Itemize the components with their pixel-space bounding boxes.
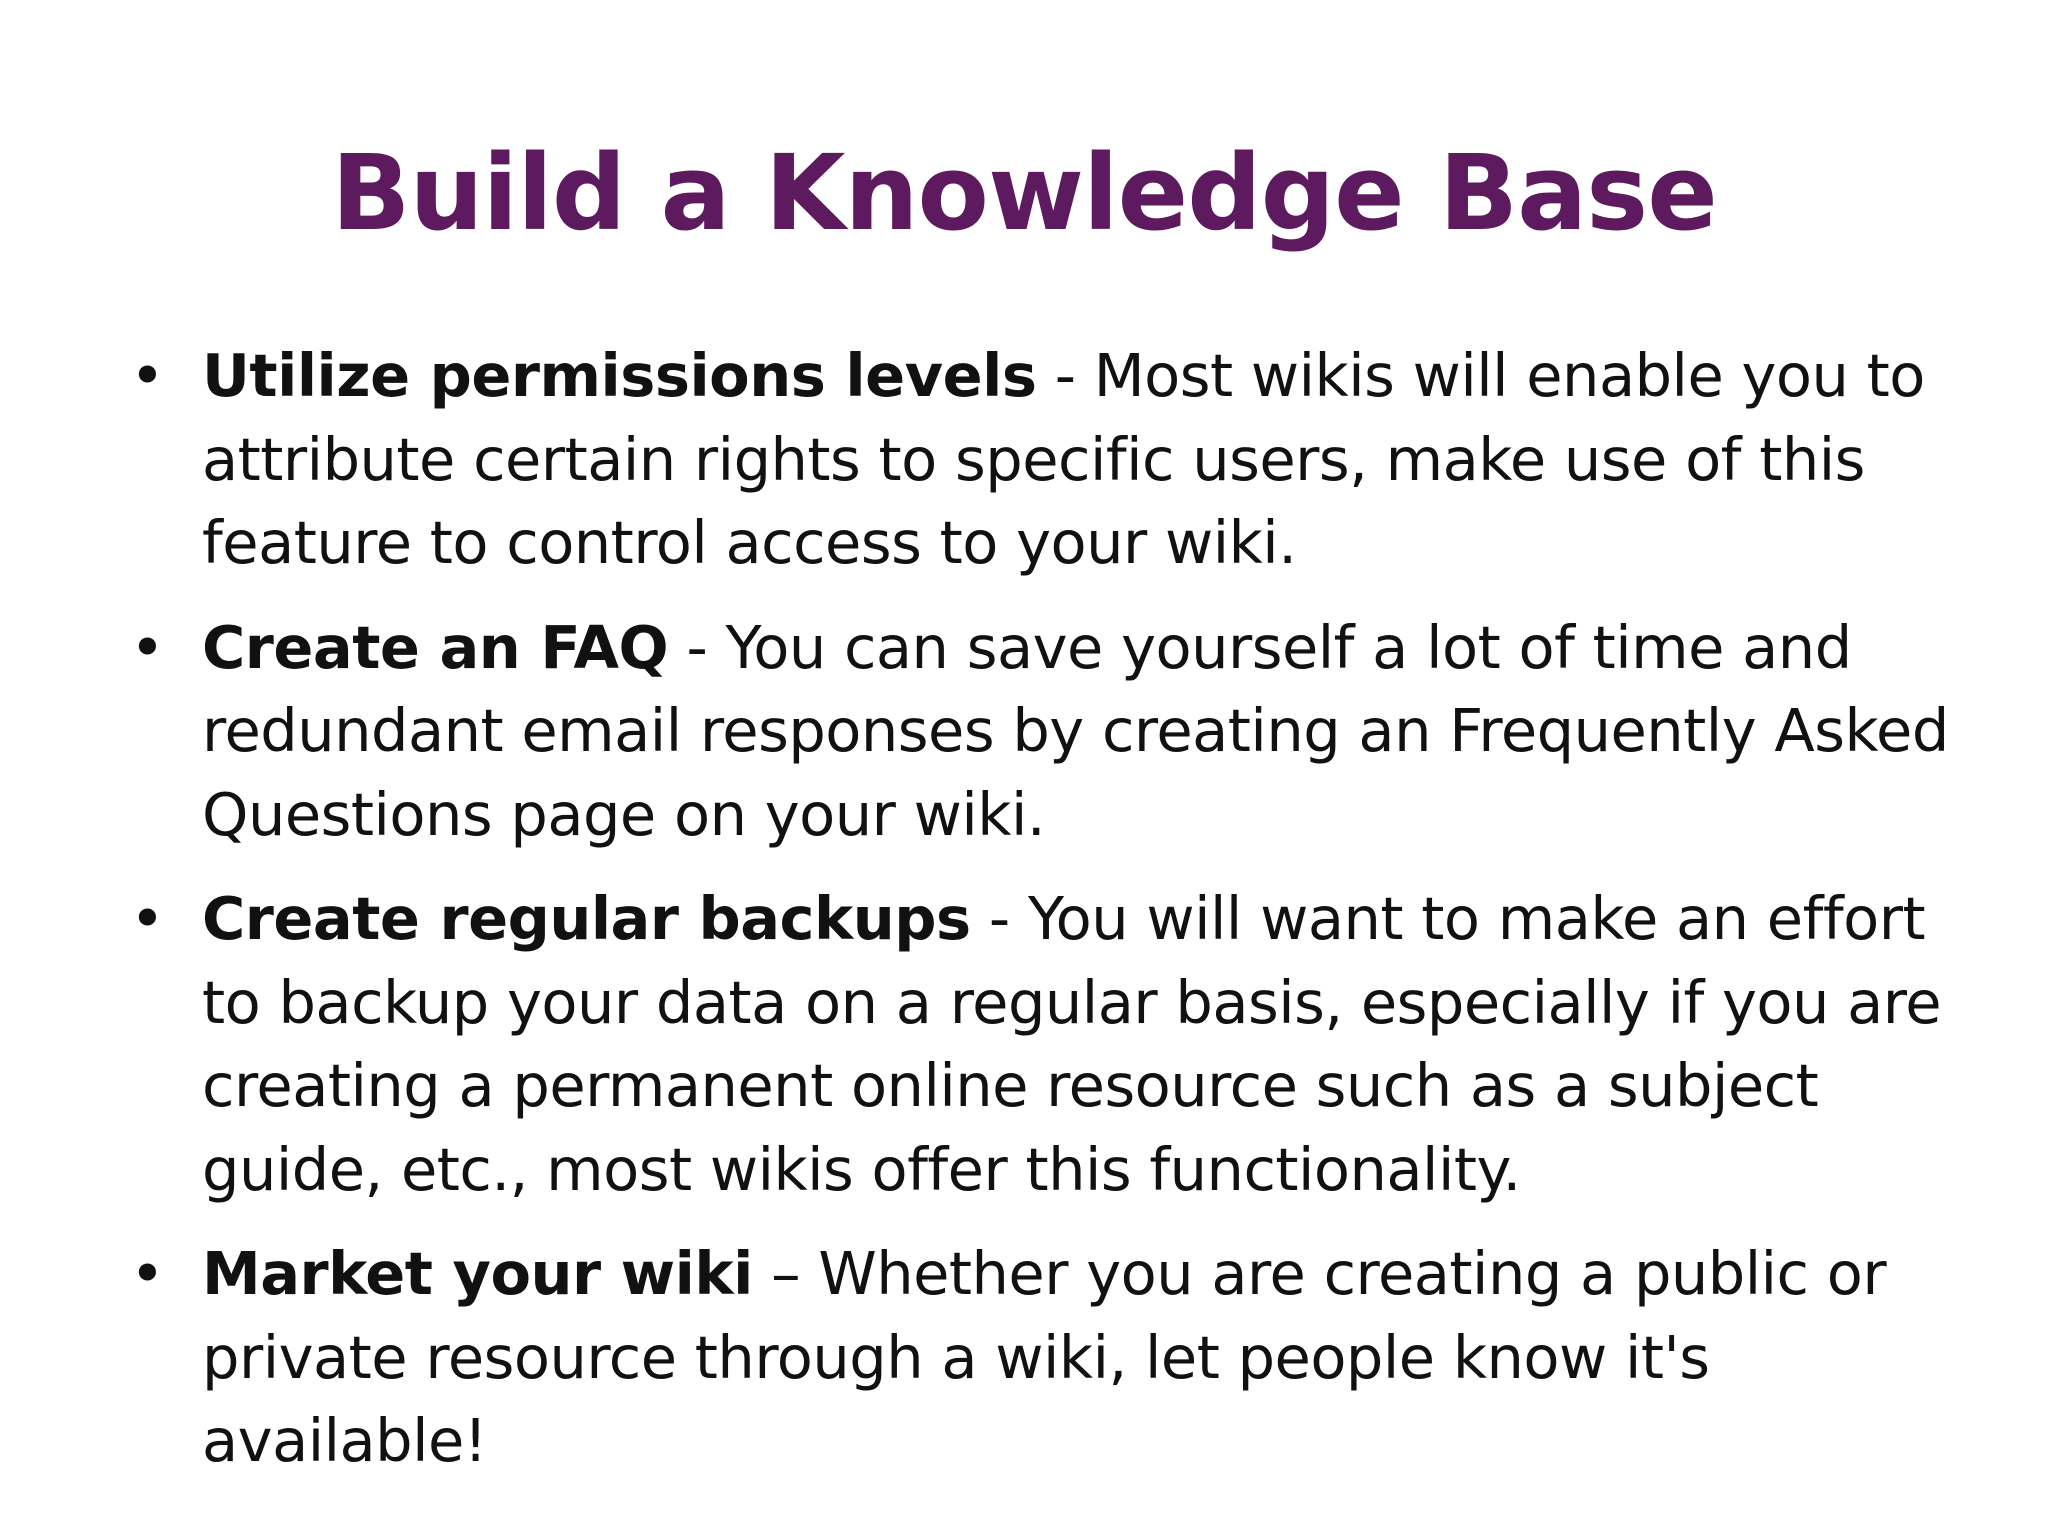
bullet-heading: Create an FAQ [202,612,669,682]
bullet-item [120,606,1960,857]
bullet-dot-icon: • [130,884,165,953]
bullet-separator: - [970,884,1028,953]
bullet-text: You will want to make an effort to backup your data on a regular basis, especially if you are creating a permanent online resource such as a subject guide, etc., most wikis offer this functionality. [202,884,1942,1204]
bullet-text: Most wikis will enable you to attribute certain rights to specific users, make use of this feature to control access to your wiki. [202,341,1925,577]
bullet-dot-icon: • [130,612,165,682]
bullet-heading: Utilize permissions levels [202,341,1037,410]
bullet-item [120,334,1960,585]
bullet-separator: - [1036,341,1094,410]
bullet-list [120,334,1960,1504]
bullet-heading: Market your wiki [202,1239,753,1308]
bullet-separator: - [668,612,726,682]
bullet-item [120,1232,1960,1483]
bullet-text: You can save yourself a lot of time and redundant email responses by creating an Frequently Asked Questions page on your wiki. [202,612,1949,849]
bullet-item [120,877,1960,1211]
bullet-text: Whether you are creating a public or private resource through a wiki, let people know it's available! [202,1239,1887,1475]
bullet-separator: – [752,1239,819,1308]
bullet-dot-icon: • [130,1239,165,1308]
slide-title: Build a Knowledge Base [331,132,1717,254]
bullet-heading: Create regular backups [202,884,971,953]
bullet-dot-icon: • [130,341,165,410]
